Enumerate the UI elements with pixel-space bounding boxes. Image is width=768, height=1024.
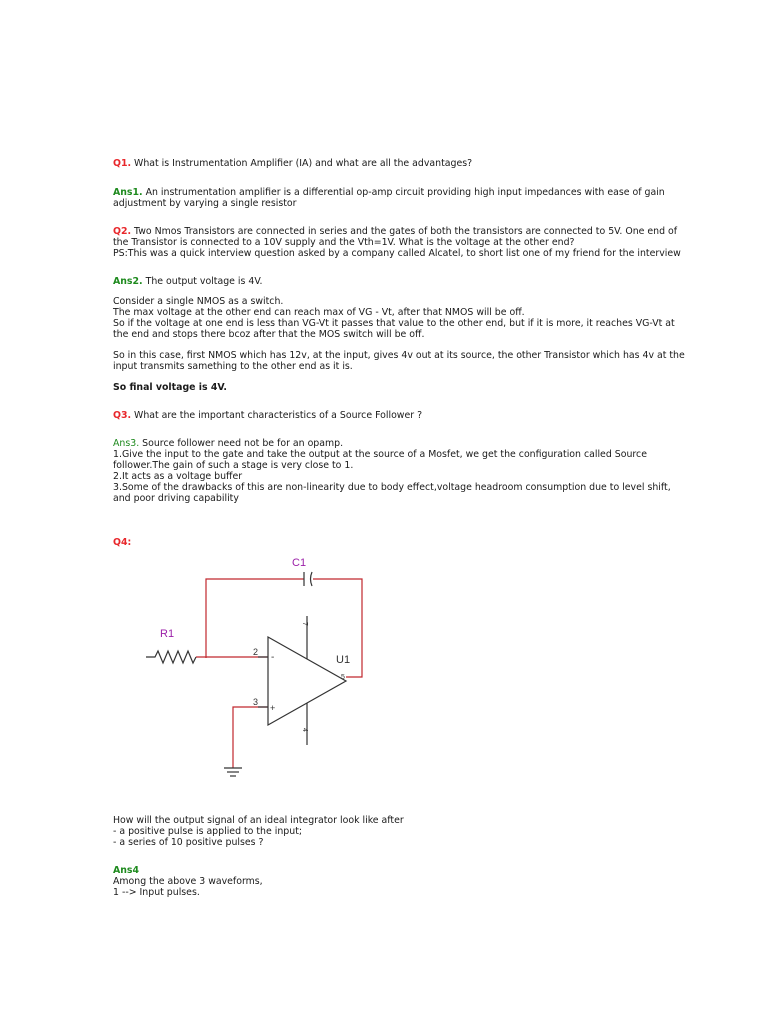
question-4-text — [113, 815, 658, 848]
question-text: Two Nmos Transistors are connected in series and the gates of both the transistors are connected to 5V. One end of — [134, 226, 678, 237]
r1-label: R1 — [160, 628, 175, 640]
answer-label: Ans3. — [113, 438, 140, 449]
answer-text: An instrumentation amplifier is a differential op-amp circuit providing high input impedances with ease of gain — [145, 187, 665, 198]
answer-4-label: Ans4 — [113, 865, 140, 876]
answer-text: adjustment by varying a single resistor — [113, 198, 297, 209]
question-text: What is Instrumentation Amplifier (IA) and what are all the advantages? — [134, 158, 473, 169]
question-text: - a positive pulse is applied to the input; — [113, 826, 303, 837]
question-text: - a series of 10 positive pulses ? — [113, 837, 264, 848]
c1-label: C1 — [292, 557, 307, 569]
inverting-sign: - — [271, 652, 275, 663]
answer-text: follower.The gain of such a stage is very close to 1. — [113, 460, 354, 471]
pin-3-label: 3 — [253, 697, 259, 707]
question-note: PS:This was a quick interview question asked by a company called Alcatel, to short list one of my friend for the interview — [113, 248, 681, 259]
paragraph-line: Consider a single NMOS as a switch. — [113, 296, 284, 307]
answer-text: 1 --> Input pulses. — [113, 887, 200, 898]
question-text: What are the important characteristics of a Source Follower ? — [134, 410, 423, 421]
pin-7-label: 7 — [301, 622, 308, 626]
u1-label: U1 — [336, 654, 351, 666]
noninverting-sign: + — [270, 703, 276, 713]
answer-2-final: So final voltage is 4V. — [113, 382, 227, 393]
question-label: Q1. — [113, 158, 132, 169]
answer-text: Among the above 3 waveforms, — [113, 876, 263, 887]
answer-text: 1.Give the input to the gate and take the output at the source of a Mosfet, we get the configuration called Source — [113, 449, 647, 460]
paragraph-line: So if the voltage at one end is less than VG-Vt it passes that value to the other end, but if it is more, it reaches VG-Vt at — [113, 318, 675, 329]
resistor-r1 — [146, 651, 196, 663]
answer-text: 2.It acts as a voltage buffer — [113, 471, 243, 482]
answer-text: 3.Some of the drawbacks of this are non-linearity due to body effect,voltage headroom consumption due to level shift, — [113, 482, 671, 493]
answer-text: and poor driving capability — [113, 493, 239, 504]
answer-4 — [113, 876, 658, 898]
pin-4-label: 4 — [301, 728, 308, 732]
pin-5-label: 5 — [341, 674, 345, 681]
ground-symbol — [224, 768, 242, 776]
answer-label: Ans2. — [113, 276, 143, 287]
paragraph-line: So in this case, first NMOS which has 12v, at the input, gives 4v out at its source, the other Transistor which has 4v at the — [113, 350, 685, 361]
paragraph-line: the end and stops there bcoz after that the MOS switch will be off. — [113, 329, 425, 340]
answer-text: The output voltage is 4V. — [145, 276, 263, 287]
paragraph-line: The max voltage at the other end can reach max of VG - Vt, after that NMOS will be off. — [113, 307, 525, 318]
question-label: Q3. — [113, 410, 132, 421]
answer-label: Ans1. — [113, 187, 143, 198]
question-text: How will the output signal of an ideal integrator look like after — [113, 815, 404, 826]
paragraph-line: input transmits samething to the other end as it is. — [113, 361, 353, 372]
pin-2-label: 2 — [253, 647, 259, 657]
answer-text: Source follower need not be for an opamp. — [139, 438, 344, 449]
question-4-label: Q4: — [113, 537, 132, 548]
question-label: Q2. — [113, 226, 132, 237]
capacitor-c1 — [304, 572, 312, 586]
noninverting-wire — [233, 707, 268, 768]
question-text: the Transistor is connected to a 10V supply and the Vth=1V. What is the voltage at the other end? — [113, 237, 575, 248]
